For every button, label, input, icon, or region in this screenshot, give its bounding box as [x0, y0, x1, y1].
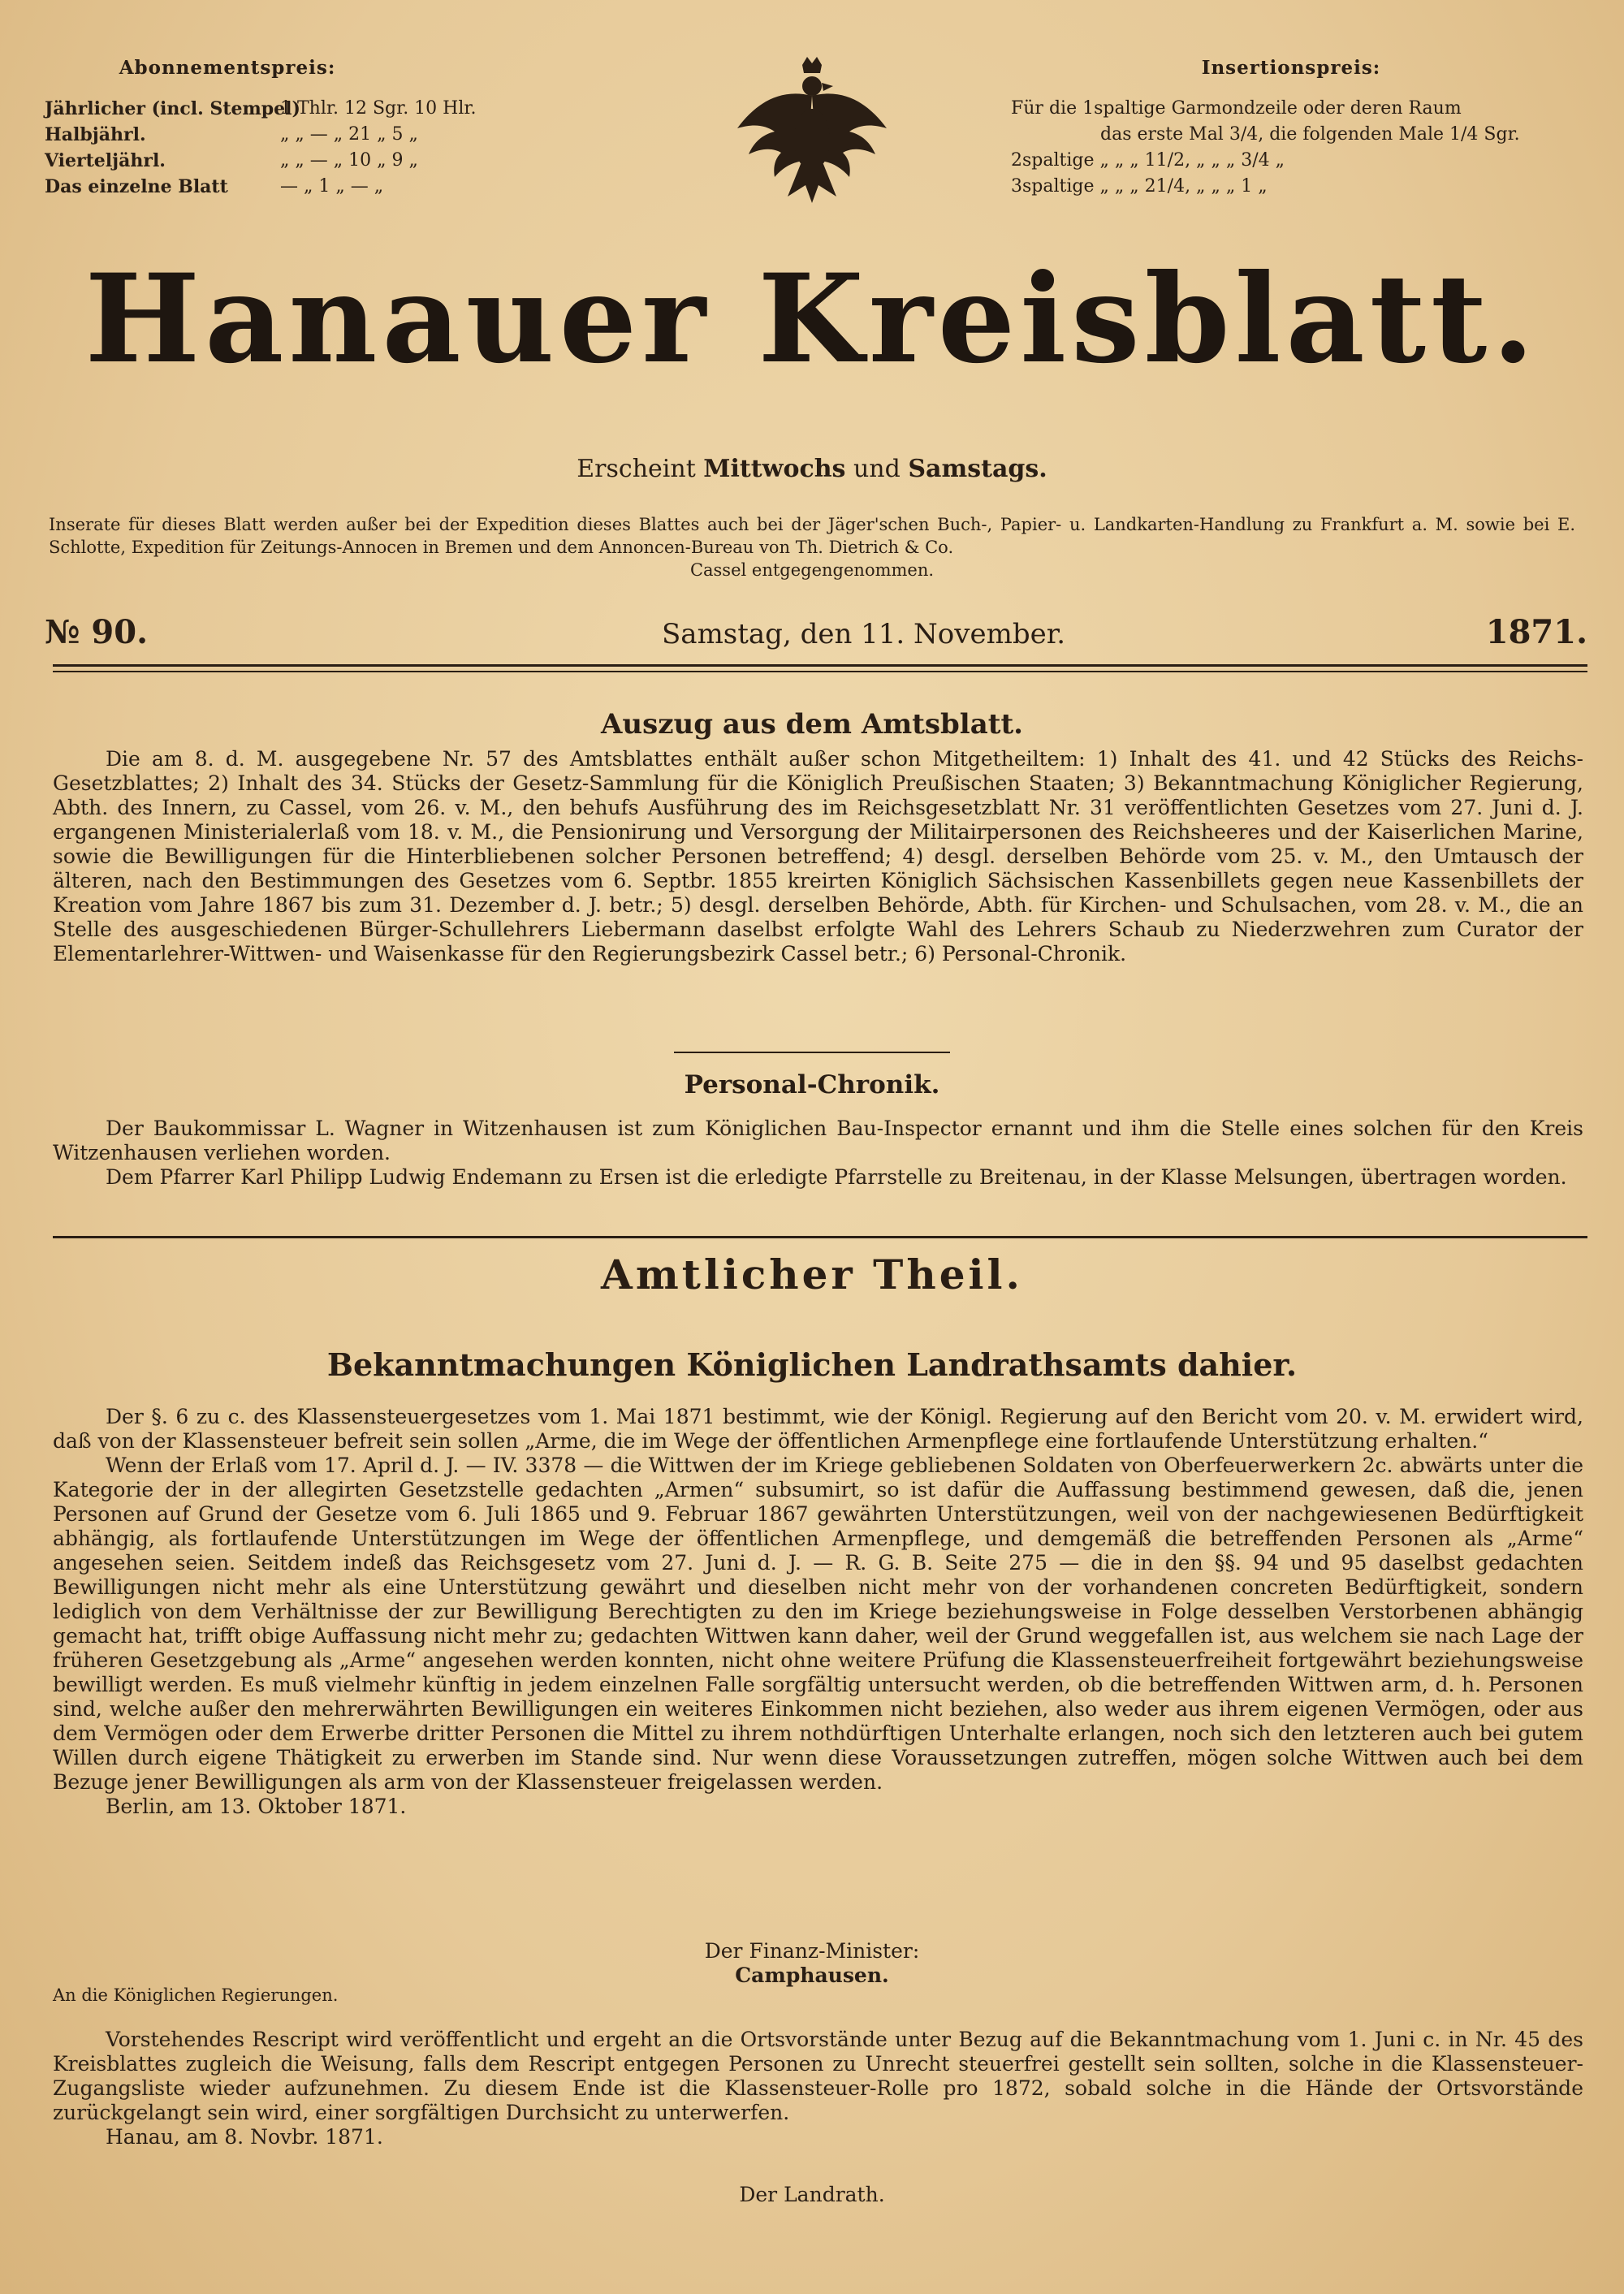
insertion-line: das erste Mal 3/4, die folgenden Male 1/4 Sgr.: [1100, 124, 1520, 145]
subscription-value: 1 Thlr. 12 Sgr. 10 Hlr.: [280, 98, 477, 119]
subscription-row: [45, 96, 589, 122]
divider-line: [53, 671, 1587, 672]
rescript-paragraph: Vorstehendes Rescript wird veröffentlicht und ergeht an die Ortsvorstände unter Bezug auf die Bekanntmachung vom 1. Juni c. in Nr. 45 des Kreisblattes zugleich die Weisung, falls dem Rescript entgegen Personen zu Unrecht steuerfrei gestellt sein sollten, solche in die Klassensteuer-Zugangsliste wieder aufzunehmen. Zu diesem Ende ist die Klassensteuer-Rolle pro 1872, sobald solche in die Hände der Ortsvorstände zurückgelangt sein wird, einer sorgfältigen Durchsicht zu unterwerfen.: [53, 2028, 1583, 2124]
insertion-line: 3spaltige „ „ „ 21/4, „ „ „ 1 „: [1011, 176, 1268, 197]
subscription-label: Vierteljährl.: [45, 150, 166, 171]
amtsblatt-paragraph: Die am 8. d. M. ausgegebene Nr. 57 des Amtsblattes enthält außer schon Mitgetheiltem: 1) Inhalt des 41. und 42 Stücks des Reichs-Gesetzblattes; 2) Inhalt des 34. Stücks der Gesetz-Sammlung für die Königlich Preußischen Staaten; 3) Bekanntmachung Königlicher Regierung, Abth. des Innern, zu Cassel, vom 26. v. M., den behufs Ausführung des im Reichsgesetzblatt Nr. 31 veröffentlichten Gesetzes vom 27. Juni d. J. ergangenen Ministerialerlaß vom 18. v. M., die Pensionirung und Versorgung der Militairpersonen des Reichsheeres und der Kaiserlichen Marine, sowie die Bewilligungen für die Hinterbliebenen solcher Personen betreffend; 4) desgl. derselben Behörde vom 25. v. M., den Umtausch der älteren, nach den Bestimmungen des Gesetzes vom 6. Septbr. 1855 kreirten Königlich Sächsischen Kassenbillets gegen neue Kassenbillets der Kreation vom Jahre 1867 bis zum 31. Dezember d. J. betr.; 5) desgl. derselben Behörde, Abth. für Kirchen- und Schulsachen, vom 28. v. M., die an Stelle des ausgeschiedenen Bürger-Schullehrers Liebermann daselbst erfolgte Wahl des Lehrers Schaub zu Niederzwehren zum Curator der Elementarlehrer-Wittwen- und Waisenkasse für den Regierungsbezirk Cassel betr.; 6) Personal-Chronik.: [53, 747, 1583, 966]
divider-line: [53, 1236, 1587, 1238]
subscription-label: Halbjährl.: [45, 124, 146, 145]
amtsblatt-title: Auszug aus dem Amtsblatt.: [601, 708, 1023, 741]
subscription-table: [45, 96, 589, 200]
chronik-paragraph: Der Baukommissar L. Wagner in Witzenhausen ist zum Königlichen Bau-Inspector ernannt und ihm die Stelle eines solchen für den Kreis Witzenhausen verliehen worden.: [53, 1117, 1583, 1164]
insertion-line: Für die 1spaltige Garmondzeile oder deren Raum: [1011, 98, 1462, 119]
subscription-row: [45, 122, 589, 148]
notice-text: Inserate für dieses Blatt werden außer bei der Expedition dieses Blattes auch bei der Jäger'schen Buch-, Papier- u. Landkarten-Handlung zu Frankfurt a. M. sowie bei E. Schlotte, Expedition für Zeitungs-Annocen in Bremen und dem Annoncen-Bureau von Th. Dietrich & Co.: [49, 515, 1575, 557]
landrath-title: Bekanntmachungen Königlichen Landrathsamts dahier.: [326, 1346, 1298, 1383]
publication-schedule: [0, 455, 1624, 483]
minister-title: Der Finanz-Minister:: [704, 1939, 920, 1963]
subscription-row: [45, 148, 589, 174]
prussian-eagle-icon: [731, 50, 893, 213]
landrath-text: [53, 1405, 1583, 1819]
amtsblatt-text: [53, 747, 1583, 966]
subscription-label: Jährlicher (incl. Stempel): [45, 98, 300, 119]
rescript-text: [53, 2028, 1583, 2149]
place-date-2: Hanau, am 8. Novbr. 1871.: [106, 2125, 383, 2149]
subscription-value: „ „ — „ 21 „ 5 „: [280, 124, 418, 145]
issue-number: № 90.: [45, 613, 148, 651]
chronik-text: [53, 1117, 1583, 1190]
chronik-title: Personal-Chronik.: [684, 1070, 940, 1099]
subscription-value: „ „ — „ 10 „ 9 „: [280, 150, 418, 171]
issue-year: 1871.: [1485, 613, 1587, 651]
subscription-value: — „ 1 „ — „: [280, 176, 384, 197]
amtlicher-theil-title: Amtlicher Theil.: [601, 1251, 1023, 1298]
masthead-title: Hanauer Kreisblatt.: [84, 248, 1540, 391]
notice-last-line: Cassel entgegengenommen.: [689, 560, 935, 580]
issue-dateline: [45, 613, 1587, 654]
landrath-paragraph: Der §. 6 zu c. des Klassensteuergesetzes vom 1. Mai 1871 bestimmt, wie der Königl. Regierung auf den Bericht vom 20. v. M. erwidert wird, daß von der Klassensteuer befreit sein sollen „Arme, die im Wege der öffentlichen Armenpflege eine fortlaufende Unterstützung erhalten.“: [53, 1405, 1583, 1453]
subscription-heading: Abonnementspreis:: [119, 57, 336, 79]
insertion-table: [1011, 96, 1579, 200]
schedule-prefix: Erscheint: [577, 455, 696, 483]
insertion-line: 2spaltige „ „ „ 11/2, „ „ „ 3/4 „: [1011, 150, 1285, 171]
divider-line: [674, 1052, 950, 1053]
closing-signature: Der Landrath.: [739, 2183, 885, 2206]
minister-name: Camphausen.: [735, 1964, 889, 1987]
schedule-day-2: Samstags.: [908, 455, 1047, 483]
landrath-paragraph: Wenn der Erlaß vom 17. April d. J. — IV. 3378 — die Wittwen der im Kriege gebliebenen Soldaten von Oberfeuerwerkern 2c. abwärts unter die Kategorie der in der allegirten Gesetzstelle gedachten „Armen“ subsumirt, so ist dafür die Auffassung bestimmend gewesen, daß die, jenen Personen auf Grund der Gesetze vom 6. Juli 1865 und 9. Februar 1867 gewährten Unterstützungen, weil von der nachgewiesenen Bedürftigkeit abhängig, als fortlaufende Unterstützungen im Wege der öffentlichen Armenpflege, und demgemäß die betreffenden Personen als „Arme“ angesehen seien. Seitdem indeß das Reichsgesetz vom 27. Juni d. J. — R. G. B. Seite 275 — die in den §§. 94 und 95 daselbst gedachten Bewilligungen nicht mehr als eine Unterstützung gewährt und dieselben nicht mehr von der vorhandenen concreten Bedürftigkeit, sondern lediglich von dem Verhältnisse der zur Bewilligung Berechtigten zu den im Kriege beziehungsweise in Folge desselben Verstorbenen abhängig gemacht hat, trifft obige Auffassung nicht mehr zu; gedachten Wittwen kann daher, weil der Grund weggefallen ist, aus welchem sie nach Lage der früheren Gesetzgebung als „Arme“ angesehen werden konnten, nicht ohne weitere Prüfung die Klassensteuerfreiheit fortgewährt beziehungsweise bewilligt werden. Es muß vielmehr künftig in jedem einzelnen Falle sorgfältig untersucht werden, ob die betreffenden Wittwen arm, d. h. Personen sind, welche außer den mehrerwährten Bewilligungen ein weiteres Einkommen nicht beziehen, also weder aus ihrem eigenen Vermögen, oder aus dem Vermögen oder dem Erwerbe dritter Personen die Mittel zu ihrem nothdürftigen Unterhalte erlangen, noch sich den letzteren auch bei gutem Willen durch eigene Thätigkeit zu erwerben im Stande sind. Nur wenn diese Voraussetzungen zutreffen, mögen solche Wittwen auch bei dem Bezuge jener Bewilligungen als arm von der Klassensteuer freigelassen werden.: [53, 1454, 1583, 1794]
advertising-notice: [49, 513, 1575, 581]
subscription-row: [45, 174, 589, 200]
subscription-label: Das einzelne Blatt: [45, 176, 228, 197]
schedule-and: und: [853, 455, 901, 483]
divider-line: [53, 664, 1587, 667]
schedule-day-1: Mittwochs: [703, 455, 846, 483]
addressee: An die Königlichen Regierungen.: [53, 1985, 339, 2005]
chronik-paragraph: Dem Pfarrer Karl Philipp Ludwig Endemann zu Ersen ist die erledigte Pfarrstelle zu Breitenau, in der Klasse Melsungen, übertragen worden.: [106, 1165, 1567, 1189]
insertion-heading: Insertionspreis:: [1201, 57, 1381, 79]
issue-date: Samstag, den 11. November.: [662, 618, 1066, 650]
place-date: Berlin, am 13. Oktober 1871.: [106, 1795, 407, 1818]
